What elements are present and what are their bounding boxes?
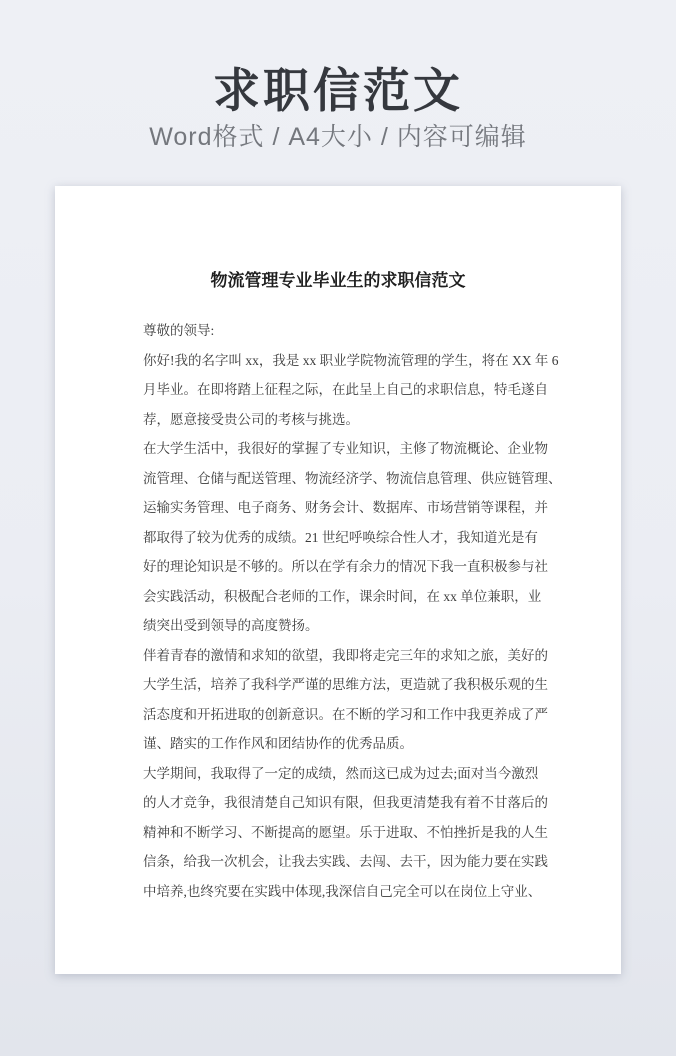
document-line: 都取得了较为优秀的成绩。21 世纪呼唤综合性人才，我知道光是有	[143, 529, 538, 545]
document-line: 月毕业。在即将踏上征程之际，在此呈上自己的求职信息，特毛遂自	[143, 382, 548, 397]
document-line: 你好!我的名字叫 xx，我是 xx 职业学院物流管理的学生，将在 XX 年 6	[143, 352, 559, 368]
document-line: 精神和不断学习、不断提高的愿望。乐于进取、不怕挫折是我的人生	[143, 824, 548, 840]
document-line: 伴着青春的激情和求知的欲望，我即将走完三年的求知之旅，美好的	[143, 647, 548, 663]
document-preview-card[interactable]	[55, 186, 621, 974]
document-line: 流管理、仓储与配送管理、物流经济学、物流信息管理、供应链管理、	[143, 470, 562, 486]
document-line: 会实践活动，积极配合老师的工作，课余时间，在 xx 单位兼职，业	[143, 588, 542, 604]
document-line: 的人才竞争，我很清楚自己知识有限，但我更清楚我有着不甘落后的	[143, 795, 548, 810]
document-line: 中培养,也终究要在实践中体现,我深信自己完全可以在岗位上守业、	[143, 883, 542, 899]
template-header	[0, 0, 676, 154]
document-line: 活态度和开拓进取的创新意识。在不断的学习和工作中我更养成了严	[143, 706, 548, 722]
page-title: 求职信范文	[213, 64, 463, 117]
document-line: 大学期间，我取得了一定的成绩，然而这已成为过去;面对当今激烈	[143, 765, 539, 781]
document-line: 运输实务管理、电子商务、财务会计、数据库、市场营销等课程，并	[143, 500, 548, 515]
document-line: 谨、踏实的工作作风和团结协作的优秀品质。	[143, 736, 413, 751]
document-line: 信条，给我一次机会，让我去实践、去闯、去干，因为能力要在实践	[143, 854, 548, 869]
document-title: 物流管理专业毕业生的求职信范文	[210, 271, 466, 290]
document-body	[143, 316, 562, 906]
document-salutation: 尊敬的领导:	[143, 323, 215, 338]
document-line: 荐，愿意接受贵公司的考核与挑选。	[143, 411, 359, 427]
page-subtitle: Word格式 / A4大小 / 内容可编辑	[149, 123, 527, 151]
document-line: 好的理论知识是不够的。所以在学有余力的情况下我一直积极参与社	[143, 559, 548, 574]
document-line: 绩突出受到领导的高度赞扬。	[143, 618, 319, 633]
document-page	[55, 186, 621, 906]
document-line: 在大学生活中，我很好的掌握了专业知识，主修了物流概论、企业物	[143, 441, 548, 456]
document-line: 大学生活，培养了我科学严谨的思维方法，更造就了我积极乐观的生	[143, 677, 548, 692]
